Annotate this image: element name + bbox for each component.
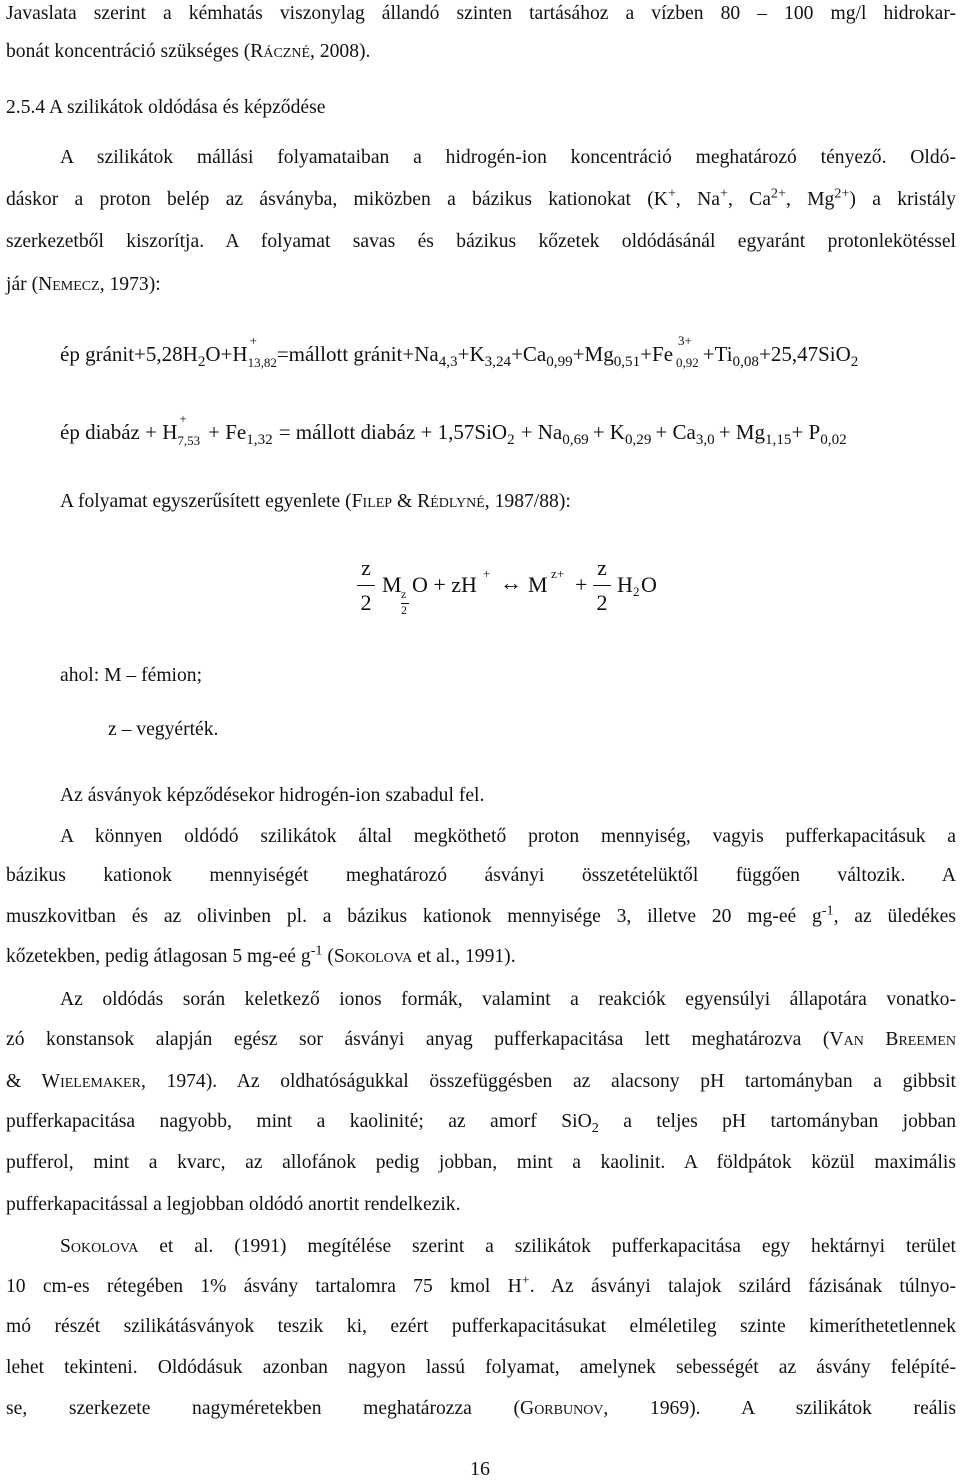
section-heading: 2.5.4 A szilikátok oldódása és képződése	[6, 97, 326, 118]
paragraph-line: A szilikátok mállási folyamataiban a hidrogén-ion koncentráció meghatározó tényező. Oldó-	[60, 147, 956, 168]
paragraph-line: Az oldódás során keletkező ionos formák, valamint a reakciók egyensúlyi állapotára vonatko-	[60, 989, 956, 1010]
definition-line: ahol: M – fémion;	[60, 665, 203, 686]
paragraph-line: kőzetekben, pedig átlagosan 5 mg-eé $g^{-1}$ (Sokolova et al., 1991).	[6, 942, 516, 967]
equation-granite: ép $gránit+5,28H_2O+H$ + 13,82=mállott $gránit+Na_{4,3}+K_{3,24}+Ca_{0,99}+Mg_{0,51}+Fe$ 3+ $0,92 +Ti_{0,08}+25,47SiO_2$	[60, 333, 859, 371]
paragraph-line: 10 cm-es rétegében 1% ásvány tartalomra 75 kmol H+. Az ásványi talajok szilárd fázisának túlnyo-	[6, 1272, 956, 1297]
page-number: 16	[470, 1458, 490, 1480]
paragraph-line: A folyamat egyszerűsített egyenlete (Filep & Rédlyné, 1987/88):	[60, 491, 571, 512]
paragraph-line: Javaslata szerint a kémhatás viszonylag állandó szinten tartásához a vízben 80 – 100 mg/l hidrokar-	[6, 3, 956, 24]
paragraph-line: pufferkapacitása nagyobb, mint a kaolinité; az amorf SiO$_2$ a teljes pH tartományban jobban	[6, 1111, 956, 1136]
paragraph-line: dáskor a proton belép az ásványba, miközben a bázikus kationokat (K+, Na+, $Ca^{2+}$, $Mg^{2+}$) a kristály	[6, 185, 956, 210]
paragraph-line: A könnyen oldódó szilikátok által megköthető proton mennyiség, vagyis pufferkapacitásuk a	[60, 826, 956, 847]
document-page: Javaslata szerint a kémhatás viszonylag állandó szinten tartásához a vízben 80 – 100 mg/l hidrokar- bonát koncentráció szükséges (Ráczné, 2008). 2.5.4 A szilikátok oldódása és képződése A szilikátok mállási folyamataiban a hidrogén-ion koncentráció meghatározó tényező. Oldó- dáskor a proton belép az ásványba, miközben a bázikus kationokat (K+, Na+, $Ca^{2+}$, $Mg^{2+}$) a kristály szerkezetből kiszorítja. A folyamat savas és bázikus kőzetek oldódásánál egyaránt protonlekötéssel jár (Nemecz, 1973): ép $gránit+5,28H_2O+H$ + 13,82=mállott $gránit+Na_{4,3}+K_{3,24}+Ca_{0,99}+Mg_{0,51}+Fe$ 3+ $0,92 +Ti_{0,08}+25,47SiO_2$ ép diabáz + H + $7,53 + Fe_{1,32}$ = mállott diabáz + $1,57SiO_2 + Na_{0,69} + K_{0,29} + Ca_{3,0} + Mg_{1,15}+ P_{0,02}$ A folyamat egyszerűsített egyenlete (Filep & Rédlyné, 1987/88): z 2 M z 2 O + zH + ↔ M z+ + z 2 H 2 O ahol: M – fémion; z – vegyérték. Az ásványok képződésekor hidrogén-ion szabadul fel. A könnyen oldódó szilikátok által megköthető proton mennyiség, vagyis pufferkapacitásuk a bázikus kationok mennyiségét meghatározó ásványi összetételüktől függően változik. A muszkovitban és az olivinben pl. a bázikus kationok mennyisége 3, illetve 20 mg-eé $g^{-1}$, az üledékes kőzetekben, pedig átlagosan 5 mg-eé $g^{-1}$ (Sokolova et al., 1991). Az oldódás során keletkező ionos formák, valamint a reakciók egyensúlyi állapotára vonatko- zó konstansok alapján egész sor ásványi anyag pufferkapacitása lett meghatározva (Van Breemen & Wielemaker, 1974). Az oldhatóságukkal összefüggésben az alacsony pH tartományban a gibbsit pufferkapacitása nagyobb, mint a kaolinité; az amorf SiO$_2$ a teljes pH tartományban jobban pufferol, mint a kvarc, az allofánok pedig jobban, mint a kaolinit. A földpátok közül maximális pufferkapacitással a legjobban oldódó anortit rendelkezik. Sokolova et al. (1991) megítélése szerint a szilikátok pufferkapacitása egy hektárnyi terület 10 cm-es rétegében 1% ásvány tartalomra 75 kmol H+. Az ásványi talajok szilárd fázisának túlnyo- mó részét szilikátásványok teszik ki, ezért pufferkapacitásukat elméletileg szinte kimeríthetetlennek lehet tekinteni. Oldódásuk azonban nagyon lassú folyamat, amelynek sebességét az ásvány felépíté- se, szerkezete nagyméretekben meghatározza (Gorbunov, 1969). A szilikátok reális 16	[0, 0, 960, 1482]
equation-diabase: ép diabáz + H + $7,53 + Fe_{1,32}$ = mállott diabáz + $1,57SiO_2 + Na_{0,69} + K_{0,29} + Ca_{3,0} + Mg_{1,15}+ P_{0,02}$	[60, 411, 847, 449]
paragraph-line: jár (Nemecz, 1973):	[6, 274, 161, 295]
paragraph-line: mó részét szilikátásványok teszik ki, ezért pufferkapacitásukat elméletileg szinte kimeríthetetlennek	[6, 1316, 956, 1337]
paragraph-line: pufferkapacitással a legjobban oldódó anortit rendelkezik.	[6, 1194, 461, 1215]
paragraph-line: se, szerkezete nagyméretekben meghatározza (Gorbunov, 1969). A szilikátok reális	[6, 1398, 956, 1419]
paragraph-line: lehet tekinteni. Oldódásuk azonban nagyon lassú folyamat, amelynek sebességét az ásvány felépíté-	[6, 1357, 956, 1378]
paragraph-line: muszkovitban és az olivinben pl. a bázikus kationok mennyisége 3, illetve 20 mg-eé $g^{-1}$, az üledékes	[6, 902, 957, 927]
paragraph-line: & Wielemaker, 1974). Az oldhatóságukkal összefüggésben az alacsony pH tartományban a gibbsit	[6, 1071, 957, 1092]
paragraph-line: Az ásványok képződésekor hidrogén-ion szabadul fel.	[60, 785, 485, 806]
paragraph-line: bázikus kationok mennyiségét meghatározó ásványi összetételüktől függően változik. A	[6, 865, 956, 886]
definition-line: z – vegyérték.	[108, 719, 219, 740]
paragraph-line: szerkezetből kiszorítja. A folyamat savas és bázikus kőzetek oldódásánál egyaránt protonlekötéssel	[6, 231, 956, 252]
paragraph-line: Sokolova et al. (1991) megítélése szerint a szilikátok pufferkapacitása egy hektárnyi terület	[60, 1236, 956, 1257]
paragraph-line: pufferol, mint a kvarc, az allofánok pedig jobban, mint a kaolinit. A földpátok közül maximális	[6, 1152, 956, 1173]
paragraph-line: bonát koncentráció szükséges (Ráczné, 2008).	[6, 41, 371, 62]
paragraph-line: zó konstansok alapján egész sor ásványi anyag pufferkapacitása lett meghatározva (Van Breemen	[6, 1029, 956, 1050]
